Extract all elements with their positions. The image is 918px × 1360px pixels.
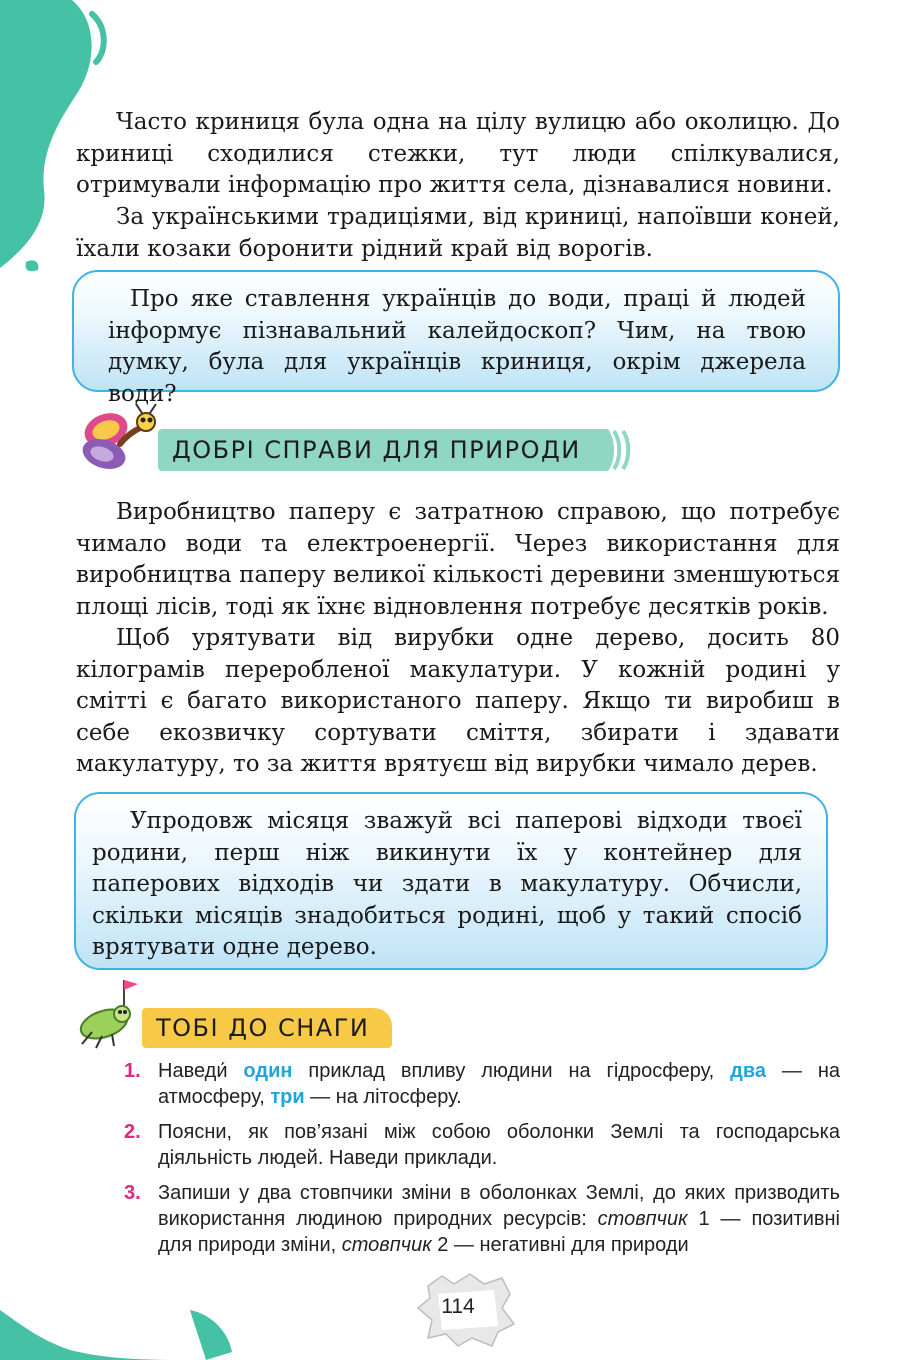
intro-paragraph-1 <box>76 107 840 202</box>
italic-word: стовпчик <box>597 1208 688 1230</box>
bug-with-flag-icon <box>74 976 146 1050</box>
highlight-word: три <box>270 1086 305 1108</box>
highlight-word: один <box>243 1060 293 1082</box>
good-deeds-paragraph-1 <box>76 497 840 623</box>
task-number: 2. <box>124 1121 141 1143</box>
task-number: 1. <box>124 1060 141 1082</box>
page-number: 114 <box>441 1295 475 1318</box>
good-deeds-paragraph-1-text: Виробництво паперу є затратною справою, що потребує чимало води та електроенергії. Через використання для виробництва паперу великої кількості деревини зменшуються площі лісів, тоді як їхнє відновлення потребує десятків років. <box>76 499 840 620</box>
good-deeds-paragraph-2 <box>76 623 840 781</box>
banner-stripes-icon <box>588 429 632 471</box>
corner-decoration-bottom <box>0 1290 240 1360</box>
task-text: Наведи́ <box>158 1060 244 1082</box>
good-deeds-paragraph-2-text: Щоб урятувати від вирубки одне дерево, досить 80 кілограмів переробленої макулатури. У кожній родині у смітті є багато використаного паперу. Якщо ти виробиш в себе екозвичку сортувати сміття, збирати і здавати макулатуру, то за життя врятуєш від вирубки чимало дерев. <box>76 625 840 777</box>
task-text: приклад впливу людини на гідросферу, <box>292 1060 731 1082</box>
butterfly-icon <box>76 404 162 476</box>
list-item <box>124 1119 840 1171</box>
task-list <box>124 1058 840 1267</box>
question-box <box>72 270 840 407</box>
highlight-word: два <box>730 1060 766 1082</box>
intro-paragraph-1-text: Часто криниця була одна на цілу вулицю або околицю. До криниці сходилися стежки, тут люди спілкувалися, отримували інформацію про життя села, дізнавалися новини. <box>76 109 840 198</box>
task-box <box>74 792 828 970</box>
good-deeds-banner <box>158 429 608 471</box>
task-text: Поясни, як пов’язані між собою оболонки Землі та господарська діяльність людей. Наведи приклади. <box>158 1121 840 1169</box>
list-item <box>124 1058 840 1110</box>
italic-word: стовпчик <box>341 1234 432 1256</box>
question-box-text: Про яке ставлення українців до води, праці й людей інформує пізнавальний калейдоскоп? Чим, на твою думку, була для українців криниця, окрім джерела води? <box>108 286 806 407</box>
task-text: Запиши у два стовпчики зміни в оболонках Землі, до яких призводить використання людиною природних ресурсів: <box>158 1182 840 1230</box>
tasks-title: ТОБІ ДО СНАГИ <box>156 1014 370 1042</box>
good-deeds-title: ДОБРІ СПРАВИ ДЛЯ ПРИРОДИ <box>172 436 581 464</box>
list-item <box>124 1180 840 1258</box>
task-text: 2 — негативні для природи <box>431 1234 689 1256</box>
task-box-text: Упродовж місяця зважуй всі паперові відходи твоєї родини, перш ніж викинути їх у контейнер для паперових відходів чи здати в макулатуру. Обчисли, скільки місяців знадобиться родині, щоб у такий спосіб врятувати одне дерево. <box>92 808 802 960</box>
task-text: — на атмосферу, <box>158 1060 840 1108</box>
tasks-banner <box>142 1008 392 1048</box>
intro-paragraph-2 <box>76 202 840 265</box>
task-text: — на літосферу. <box>304 1086 462 1108</box>
task-number: 3. <box>124 1182 141 1204</box>
task-text: 1 — позитивні для природи зміни, <box>158 1208 840 1256</box>
intro-paragraph-2-text: За українськими традиціями, від криниці, напоївши коней, їхали козаки боронити рідний край від ворогів. <box>76 204 840 262</box>
